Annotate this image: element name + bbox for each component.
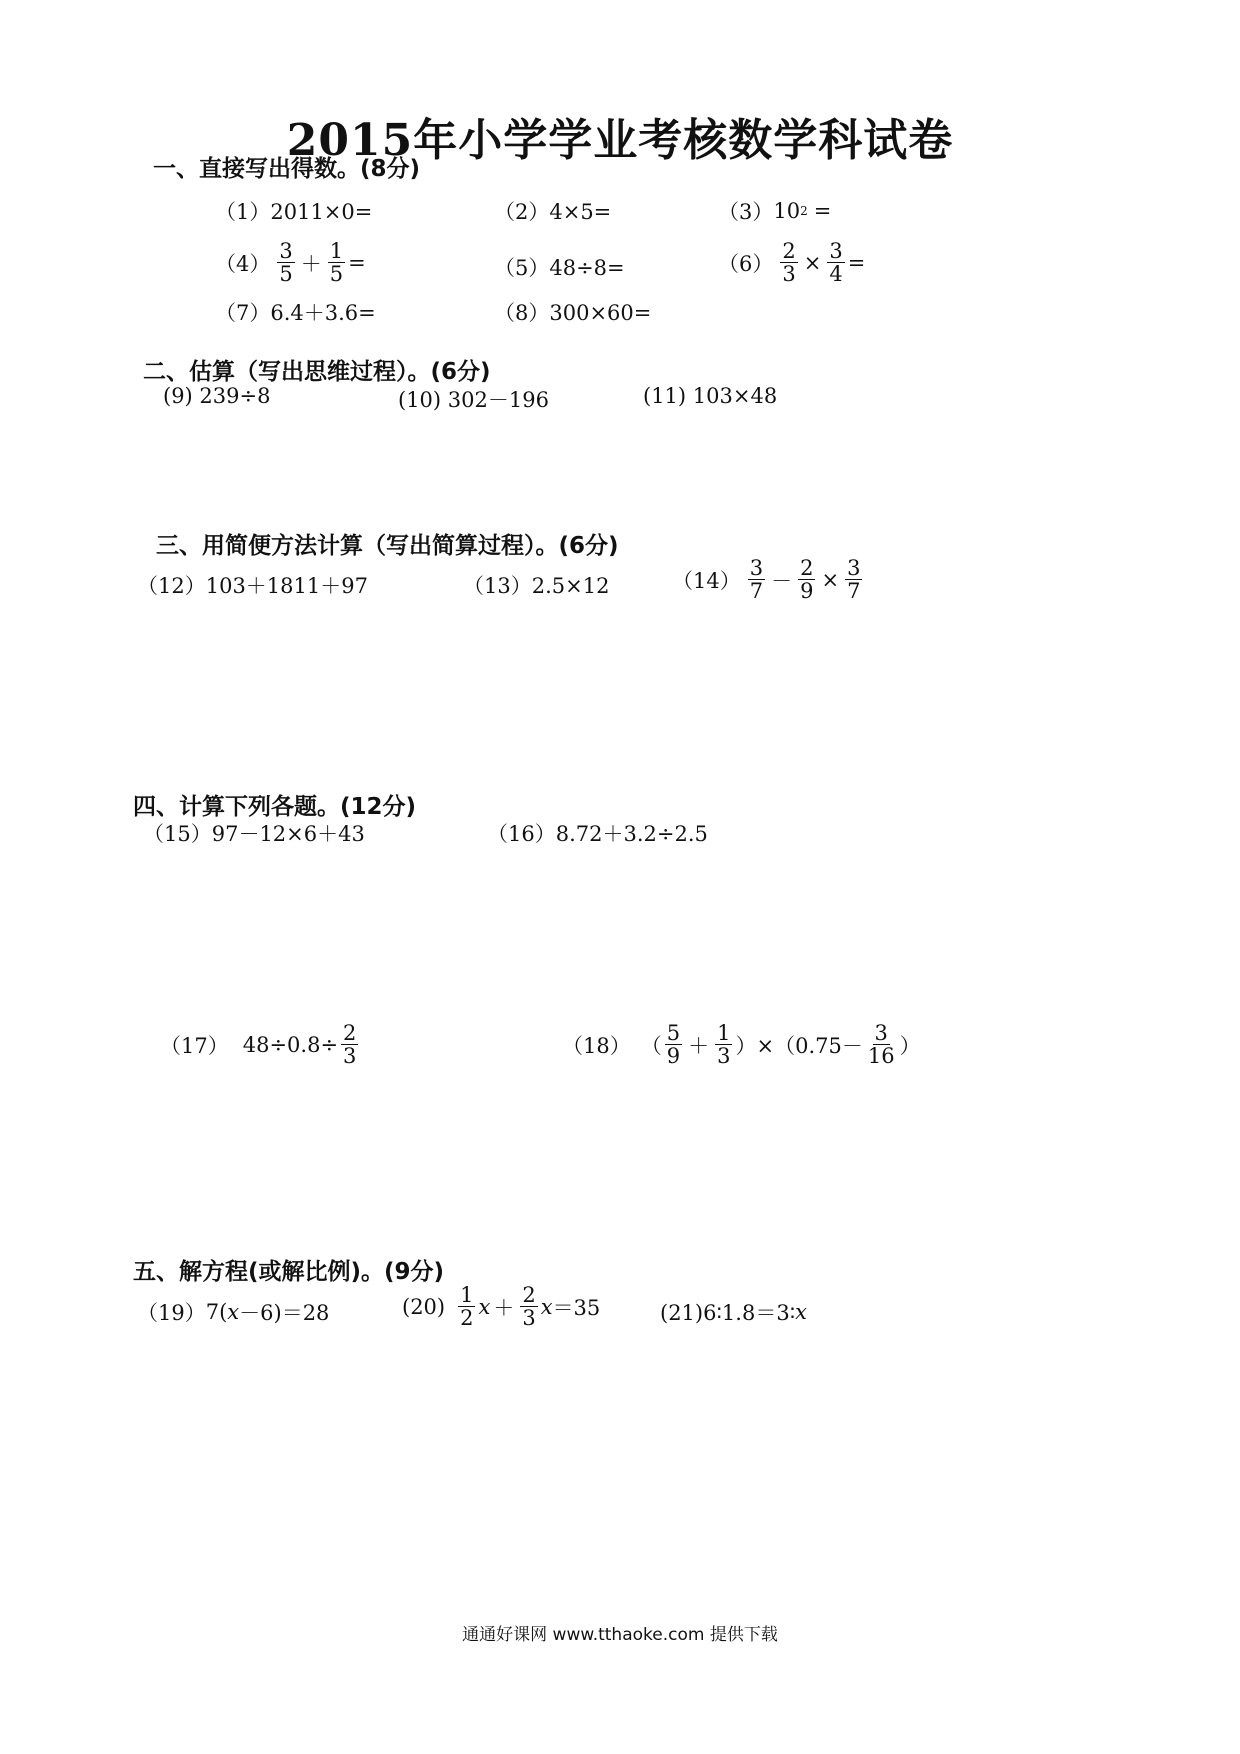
q19-number: （19） [137, 1301, 206, 1325]
q4-fraction-2 [328, 240, 345, 285]
q18-fraction-1 [665, 1022, 682, 1067]
question-3 [718, 196, 831, 226]
q6-fraction-1 [780, 240, 797, 285]
section-3-heading: 三、用简便方法计算（写出简算过程）。(6分) [156, 533, 619, 559]
q19-part-a: 7( [205, 1300, 228, 1324]
numerator: 3 [874, 1021, 888, 1045]
q18-open-paren: （ [640, 1033, 662, 1058]
question-14 [672, 557, 865, 602]
question-12: （12）103＋1811＋97 [137, 574, 368, 598]
numerator: 5 [666, 1021, 681, 1045]
question-18 [562, 1022, 921, 1067]
question-17 [160, 1022, 361, 1067]
question-1: （1）2011×0= [215, 200, 373, 224]
question-6 [718, 240, 865, 285]
q18-operator: ＋ [688, 1033, 710, 1058]
q20-number: (20) [402, 1294, 446, 1319]
denominator: 7 [749, 579, 764, 604]
q14-operator-2: × [821, 567, 840, 592]
section-1-heading: 一、直接写出得数。(8分) [153, 156, 421, 182]
q18-fraction-3 [866, 1022, 897, 1067]
denominator: 16 [867, 1044, 895, 1069]
q3-exponent: 2 [800, 204, 808, 218]
numerator: 3 [279, 239, 293, 263]
q4-fraction-1 [277, 240, 294, 285]
q19-part-b: －6)＝28 [239, 1301, 330, 1325]
question-7: （7）6.4＋3.6= [215, 301, 376, 325]
denominator: 4 [829, 262, 843, 287]
question-13: （13）2.5×12 [463, 574, 610, 598]
q6-fraction-2 [827, 240, 844, 285]
question-15: （15）97－12×6＋43 [143, 822, 365, 846]
numerator: 3 [847, 556, 861, 580]
question-21 [660, 1297, 807, 1327]
q4-operator: ＋ [300, 251, 322, 276]
q20-fraction-2 [520, 1284, 537, 1329]
numerator: 2 [782, 239, 796, 263]
question-4 [215, 240, 366, 285]
question-10: (10) 302－196 [398, 388, 549, 412]
q14-fraction-1 [748, 557, 765, 602]
q17-fraction [341, 1022, 358, 1067]
q20-variable-2: x [540, 1294, 553, 1319]
denominator: 9 [666, 1044, 681, 1069]
q20-variable-1: x [478, 1294, 491, 1319]
q18-fraction-2 [715, 1022, 732, 1067]
numerator: 3 [749, 556, 764, 580]
footer-credit: 通通好课网 www.tthaoke.com 提供下载 [462, 1625, 778, 1645]
q17-expression: 48÷0.8÷ [242, 1032, 339, 1057]
numerator: 1 [717, 1021, 731, 1045]
section-4-heading: 四、计算下列各题。(12分) [133, 794, 417, 820]
numerator: 2 [800, 556, 814, 580]
q19-variable: x [227, 1300, 240, 1324]
q20-fraction-1 [458, 1284, 475, 1329]
q3-base: 10 [773, 199, 801, 223]
q20-operator: ＋ [493, 1295, 515, 1320]
q4-equals: = [348, 250, 366, 275]
q4-number: （4） [215, 251, 271, 276]
section-2-heading: 二、估算（写出思维过程）。(6分) [143, 359, 491, 385]
denominator: 5 [329, 262, 344, 287]
q20-equals: ＝35 [552, 1295, 601, 1320]
denominator: 7 [847, 579, 861, 604]
q6-number: （6） [718, 251, 774, 276]
q6-equals: = [847, 250, 866, 275]
q21-variable: x [795, 1300, 808, 1324]
q14-fraction-2 [798, 557, 815, 602]
denominator: 3 [717, 1044, 731, 1069]
question-8: （8）300×60= [494, 301, 652, 325]
question-11: (11) 103×48 [643, 384, 778, 408]
numerator: 1 [329, 239, 344, 263]
denominator: 9 [800, 579, 814, 604]
question-2: （2）4×5= [494, 200, 612, 224]
denominator: 3 [343, 1044, 357, 1069]
q21-expression: (21)6∶1.8＝3∶ [660, 1301, 796, 1325]
numerator: 2 [522, 1283, 536, 1307]
denominator: 3 [522, 1306, 536, 1331]
question-9: (9) 239÷8 [163, 384, 271, 408]
numerator: 3 [829, 239, 843, 263]
denominator: 5 [279, 262, 293, 287]
section-5-heading: 五、解方程(或解比例)。(9分) [133, 1259, 445, 1285]
q14-operator-1: － [771, 568, 793, 593]
q14-fraction-3 [845, 557, 862, 602]
question-20 [402, 1284, 600, 1329]
numerator: 2 [343, 1021, 357, 1045]
q18-middle: ）×（0.75－ [735, 1033, 863, 1058]
page-title: 2015年小学学业考核数学科试卷 [286, 115, 954, 166]
q6-operator: × [803, 250, 822, 275]
q18-close-paren: ） [899, 1033, 921, 1058]
q18-number: （18） [562, 1033, 631, 1058]
numerator: 1 [460, 1283, 474, 1307]
q17-number: （17） [160, 1033, 229, 1058]
q3-equals: = [813, 199, 832, 223]
q14-number: （14） [672, 568, 741, 593]
question-19 [137, 1297, 329, 1327]
question-16: （16）8.72＋3.2÷2.5 [487, 822, 708, 846]
question-5: （5）48÷8= [494, 256, 625, 280]
q3-number: （3） [718, 200, 774, 224]
denominator: 3 [782, 262, 796, 287]
denominator: 2 [460, 1306, 474, 1331]
